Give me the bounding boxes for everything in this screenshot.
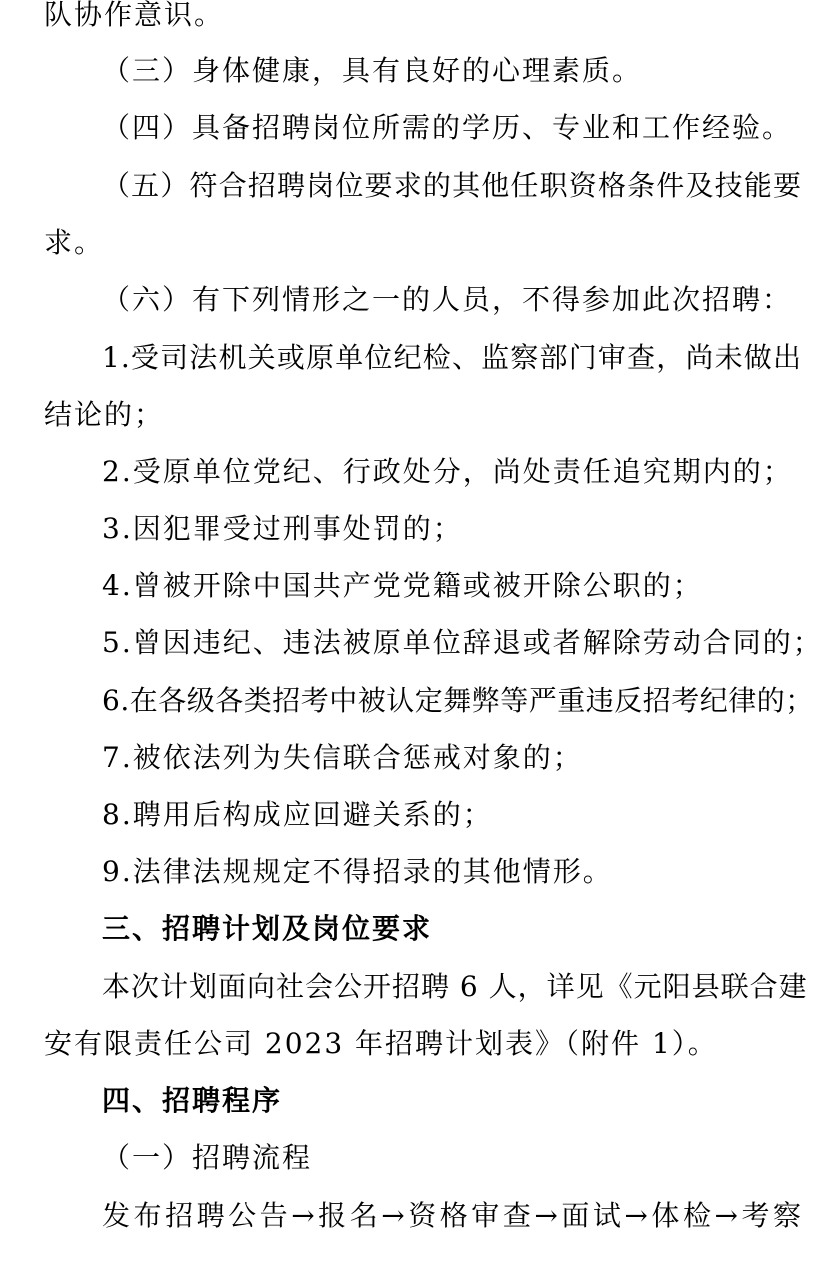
list-item-6: （六）有下列情形之一的人员，不得参加此次招聘： (102, 283, 793, 316)
condition-item-5: 5.曾因违纪、违法被原单位辞退或者解除劳动合同的； (102, 626, 823, 659)
condition-item-3: 3.因犯罪受过刑事处罚的； (102, 512, 463, 545)
paragraph-line: 结论的； (44, 398, 165, 431)
condition-item-8: 8.聘用后构成应回避关系的； (102, 798, 493, 831)
condition-item-6: 6.在各级各类招考中被认定舞弊等严重违反招考纪律的； (102, 684, 814, 717)
condition-item-1: 1.受司法机关或原单位纪检、监察部门审查，尚未做出 (102, 341, 802, 374)
list-item-3: （三）身体健康，具有良好的心理素质。 (102, 54, 643, 87)
section-heading-3: 三、招聘计划及岗位要求 (102, 912, 433, 945)
condition-item-4: 4.曾被开除中国共产党党籍或被开除公职的； (102, 569, 703, 602)
subsection-heading: （一）招聘流程 (102, 1141, 313, 1174)
condition-item-2: 2.受原单位党纪、行政处分，尚处责任追究期内的； (102, 455, 793, 488)
section-heading-4: 四、招聘程序 (102, 1084, 283, 1117)
process-flow-line: 发布招聘公告→报名→资格审查→面试→体检→考察 (102, 1199, 802, 1232)
paragraph-line: 安有限责任公司 2023 年招聘计划表》（附件 1）。 (44, 1027, 718, 1060)
condition-item-7: 7.被依法列为失信联合惩戒对象的； (102, 741, 583, 774)
list-item-5: （五）符合招聘岗位要求的其他任职资格条件及技能要 (102, 169, 802, 202)
paragraph-line: 本次计划面向社会公开招聘 6 人，详见《元阳县联合建 (102, 970, 808, 1003)
paragraph-line: 求。 (44, 226, 105, 259)
condition-item-9: 9.法律法规规定不得招录的其他情形。 (102, 855, 613, 888)
paragraph-line: 队协作意识。 (44, 0, 225, 31)
list-item-4: （四）具备招聘岗位所需的学历、专业和工作经验。 (102, 111, 793, 144)
